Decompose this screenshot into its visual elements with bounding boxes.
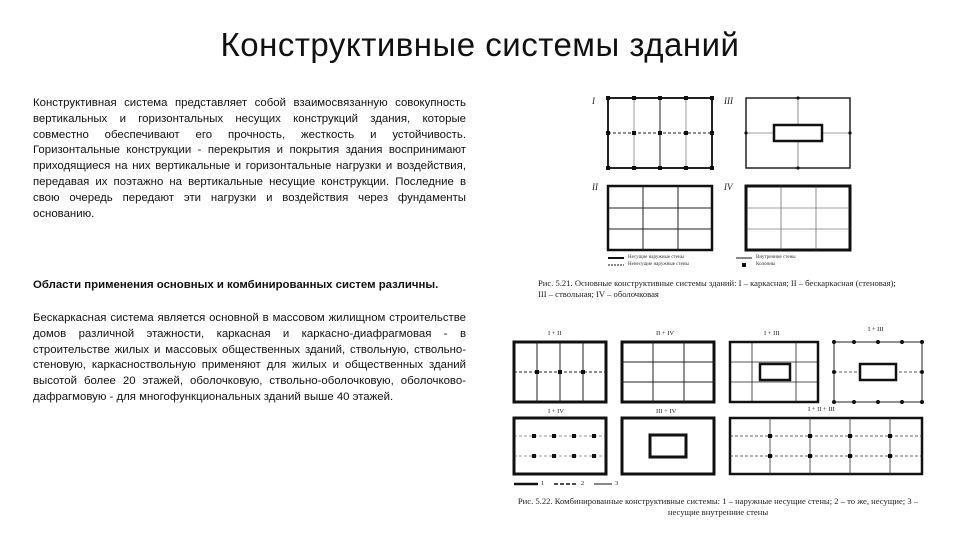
figure2-label-3: I + III [764,330,780,337]
figure-combined-systems [508,326,928,490]
figure1-legend-2: Ненесущие наружные стены [628,262,689,267]
figure1-label-2: III [724,96,733,106]
figure1-caption: Рис. 5.21. Основные конструктивные системы зданий: I – каркасная; II – бескаркасная (стеновая); III – ствольная; IV – оболочковая [538,278,896,299]
figure2-legend-3: 3 [615,480,619,487]
figure2-label-5: I + IV [548,408,564,415]
figure2-label-7: I + II + III [808,406,835,413]
figure-basic-systems [590,92,870,276]
figure2-label-6: III + IV [656,408,677,415]
intro-paragraph: Конструктивная система представляет собой взаимосвязанную совокупность вертикальных и горизонтальных несущих конструкций здания, которые совместно обеспечивают его прочность, жесткость и устойчивость. Горизонтальные конструкции - перекрытия и покрытия здания воспринимают приходящиеся на них вертикальные и горизонтальные нагрузки и воздействия, передавая их поэтажно на вертикальные несущие конструкции. Последние в свою очередь передают эти нагрузки и воздействия через фундаменты основанию. [33,97,466,220]
plan-frame-core [730,342,818,402]
figure2-legend-1: 1 [541,480,545,487]
plan-frame-wall-core [730,418,922,474]
figure2-legend-2: 2 [581,480,585,487]
figure2-label-4: I + III [868,326,884,333]
figure2-label-1: I + II [548,330,562,337]
plan-core-shell [622,418,714,474]
application-heading: Области применения основных и комбинированных систем различны. [33,279,439,291]
figure1-label-4: IV [724,182,733,192]
figure1-legend-1: Несущие наружные стены [628,255,684,260]
plan-frame-shell [514,418,606,474]
plan-wall-system [608,186,712,250]
plan-shell-system [746,186,850,250]
figure1-label-3: II [592,182,598,192]
figure2-label-2: II + IV [656,330,675,337]
application-paragraph: Бескаркасная система является основной в массовом жилищном строительстве домов различной этажности, каркасная и каркасно-диафрагмовая - в строительстве жилых и массовых общественных зданий, ствольную, ствольно-стеновую, каркасноствольную применяют для жилых и общественных зданий высотой более 20 этажей, оболочковую, ствольно-оболочковую, оболочково-дафрагмовую - для многофункциональных зданий выше 40 этажей. [33,312,466,403]
figure1-legend-4: Колонны [756,262,776,267]
figure1-legend-3: Внутренние стены [756,255,796,260]
plan-core-system [744,96,851,169]
plan-wall-shell [622,342,714,402]
figure2-caption: Рис. 5.22. Комбинированные конструктивные системы: 1 – наружные несущие стены; 2 – то же, несущие; 3 – несущие внутренние стены [517,496,919,517]
plan-frame-system [606,96,714,170]
plan-frame-core-columns [832,340,924,404]
slide-title: Конструктивные системы зданий [220,26,740,63]
plan-frame-wall [514,342,606,402]
figure1-label-1: I [592,96,595,106]
